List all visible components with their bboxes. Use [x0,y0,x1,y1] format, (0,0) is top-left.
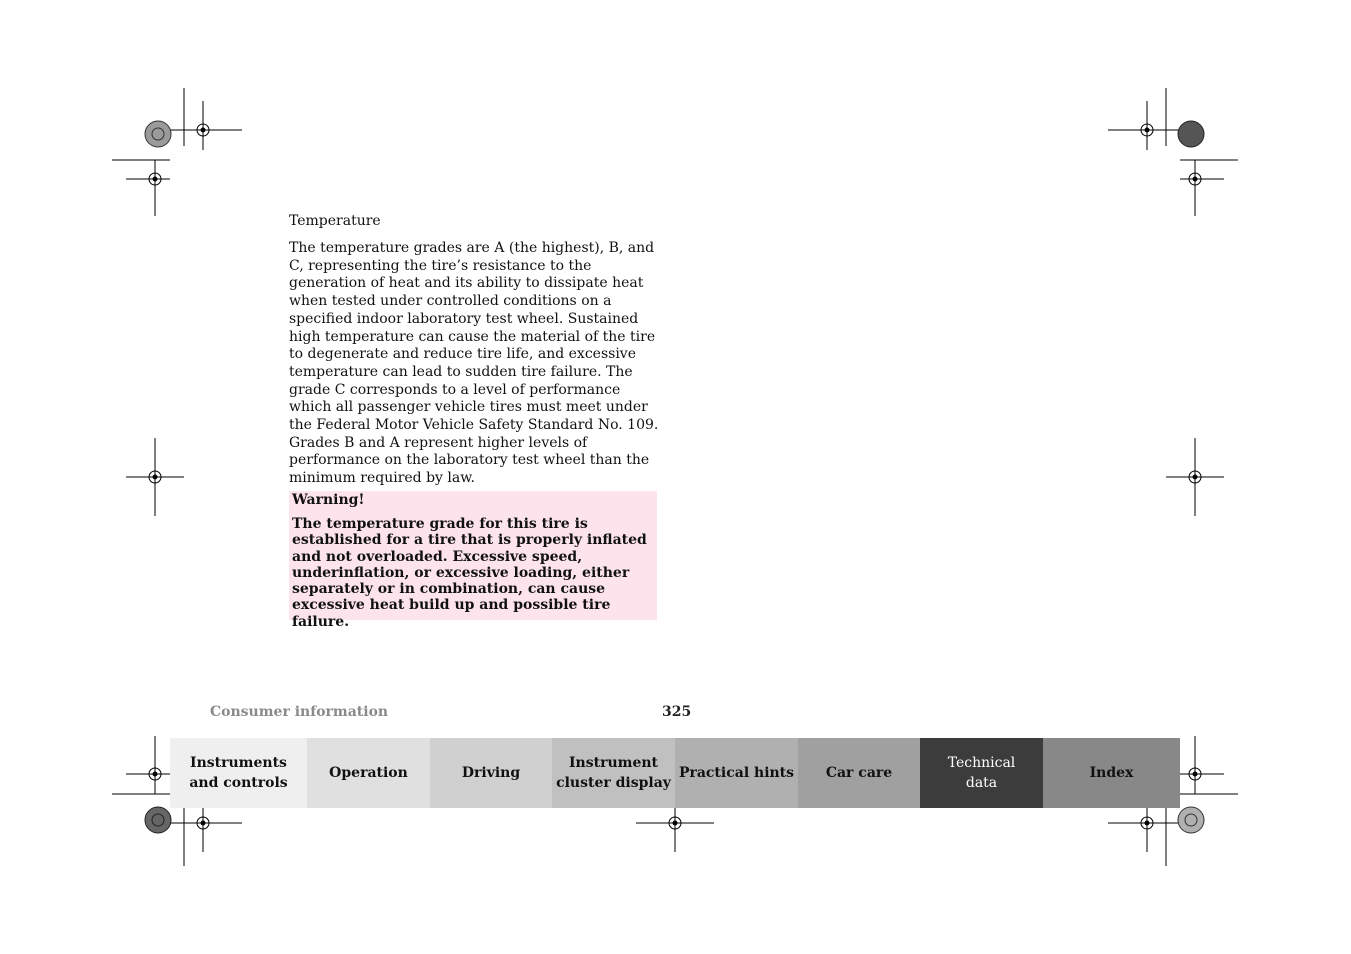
tab-operation[interactable] [307,738,430,808]
tab-label: Practical hints [678,765,795,781]
tab-label: Car care [825,765,893,781]
tab-instrument-cluster-display[interactable] [552,738,675,808]
tab-index[interactable] [1043,738,1180,808]
page-number: 325 [662,704,692,720]
tab-instruments-and-controls[interactable] [170,738,307,808]
tab-label: Driving [461,765,521,781]
tab-label-line1: Instrument [569,755,658,771]
body-paragraph: The temperature grades are A (the highest), B, and C, representing the tire’s resistance to the generation of heat and its ability to dissipate heat when tested under controlled conditions on a specified indoor laboratory test wheel. Sustained high temperature can cause the material of the tire to degenerate and reduce tire life, and excessive temperature can lead to sudden tire failure. The grade C corresponds to a level of performance which all passenger vehicle tires must meet under the Federal Motor Vehicle Safety Standard No. 109. Grades B and A represent higher levels of performance on the laboratory test wheel than the minimum required by law. [289,240,659,487]
tab-technical-data[interactable] [920,738,1043,808]
warning-box [289,491,657,630]
tab-label-line2: cluster display [556,775,671,791]
tab-label: Index [1089,765,1134,781]
tab-label-line1: Instruments [190,755,287,771]
chapter-nav [170,738,1180,808]
tab-driving[interactable] [430,738,552,808]
tab-label-line2: and controls [189,775,288,791]
section-title: Temperature [289,213,381,229]
tab-practical-hints[interactable] [675,738,798,808]
tab-label-line1: Technical [947,755,1016,771]
tab-car-care[interactable] [798,738,920,808]
tab-label-line2: data [965,775,998,791]
footer-section-label: Consumer information [210,704,389,720]
warning-title: Warning! [292,492,365,508]
tab-label: Operation [329,765,408,781]
warning-text: The temperature grade for this tire is established for a tire that is properly inflated and not overloaded. Excessive speed, underinflation, or excessive loading, either separately or in combination, can cause excessive heat build up and possible tire failure. [292,516,647,630]
